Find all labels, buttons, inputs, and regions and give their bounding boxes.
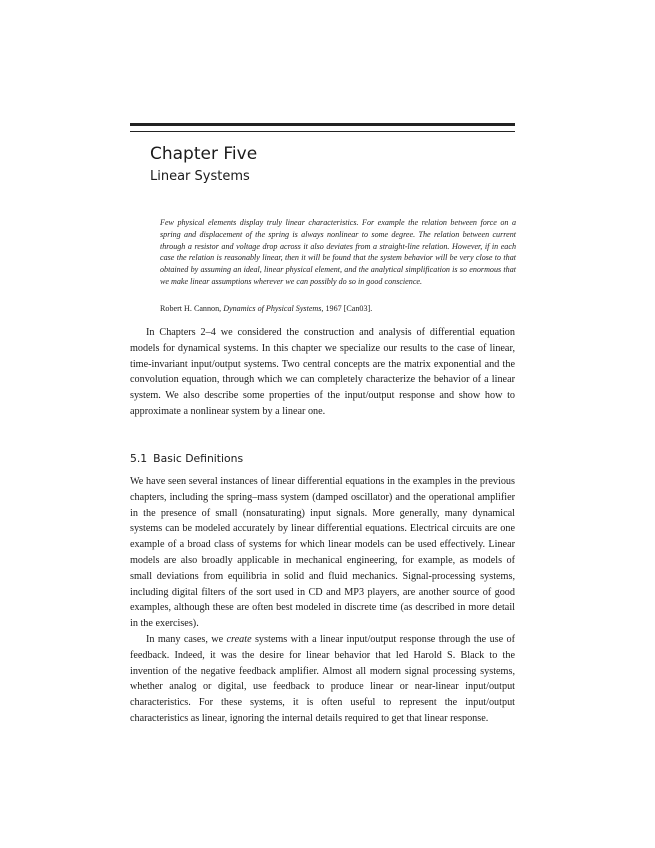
intro-section xyxy=(130,325,515,420)
body-paragraph-feedback xyxy=(130,632,515,727)
epigraph-author: Robert H. Cannon, xyxy=(160,304,222,313)
chapter-title: Chapter Five xyxy=(150,144,258,164)
intro-paragraph: In Chapters 2–4 we considered the construction and analysis of differential equation models for dynamical systems. In this chapter we specialize our results to the case of linear, time-invariant input/output systems. Two central concepts are the matrix exponential and the convolution equation, through which we can completely characterize the behavior of a linear system. We also describe some properties of the input/output response and show how to approximate a nonlinear system by a linear one. xyxy=(130,327,515,417)
epigraph-attribution xyxy=(160,304,516,313)
section-heading xyxy=(130,452,243,465)
section-number: 5.1 xyxy=(130,452,148,465)
section-body xyxy=(130,474,515,727)
epigraph xyxy=(160,217,516,288)
emphasis-create: create xyxy=(226,633,252,645)
epigraph-citation: , 1967 [Can03]. xyxy=(321,304,373,313)
epigraph-text: Few physical elements display truly linear characteristics. For example the relation between force on a spring and displacement of the spring is always nonlinear to some degree. The relation between current through a resistor and voltage drop across it also deviates from a straight-line relation. However, if in each case the relation is reasonably linear, then it will be found that the system behavior will be very close to that obtained by assuming an ideal, linear physical element, and the analytical simplification is so enormous that we make linear assumptions wherever we can possibly do so in good conscience. xyxy=(160,218,516,286)
epigraph-book-title: Dynamics of Physical Systems xyxy=(223,304,322,313)
chapter-rule-thin xyxy=(130,131,515,132)
chapter-subtitle: Linear Systems xyxy=(150,169,250,184)
paragraph-text-start: In many cases, we xyxy=(146,633,227,645)
body-paragraph: We have seen several instances of linear differential equations in the examples in the previous chapters, including the spring–mass system (damped oscillator) and the operational amplifier in the presence of small (nonsaturating) input signals. More generally, many dynamical systems can be modeled accurately by linear differential equations. Electrical circuits are one example of a broad class of systems for which linear models can be used effectively. Linear models are also broadly applicable in mechanical engineering, for example, as models of small deviations from equilibria in solid and fluid mechanics. Signal-processing systems, including digital filters of the sort used in CD and MP3 players, are another source of good examples, although these are often best modeled in discrete time (as described in more detail in the exercises). xyxy=(130,476,515,630)
chapter-rule-thick xyxy=(130,123,515,126)
paragraph-text-end: systems with a linear input/output response through the use of feedback. Indeed, it was the desire for linear behavior that led Harold S. Black to the invention of the negative feedback amplifier. Almost all modern signal processing systems, whether analog or digital, use feedback to produce linear or near-linear input/output characteristics. For these systems, it is often useful to represent the input/output characteristics as linear, ignoring the internal details required to get that linear response. xyxy=(130,633,516,724)
section-title: Basic Definitions xyxy=(153,452,244,465)
